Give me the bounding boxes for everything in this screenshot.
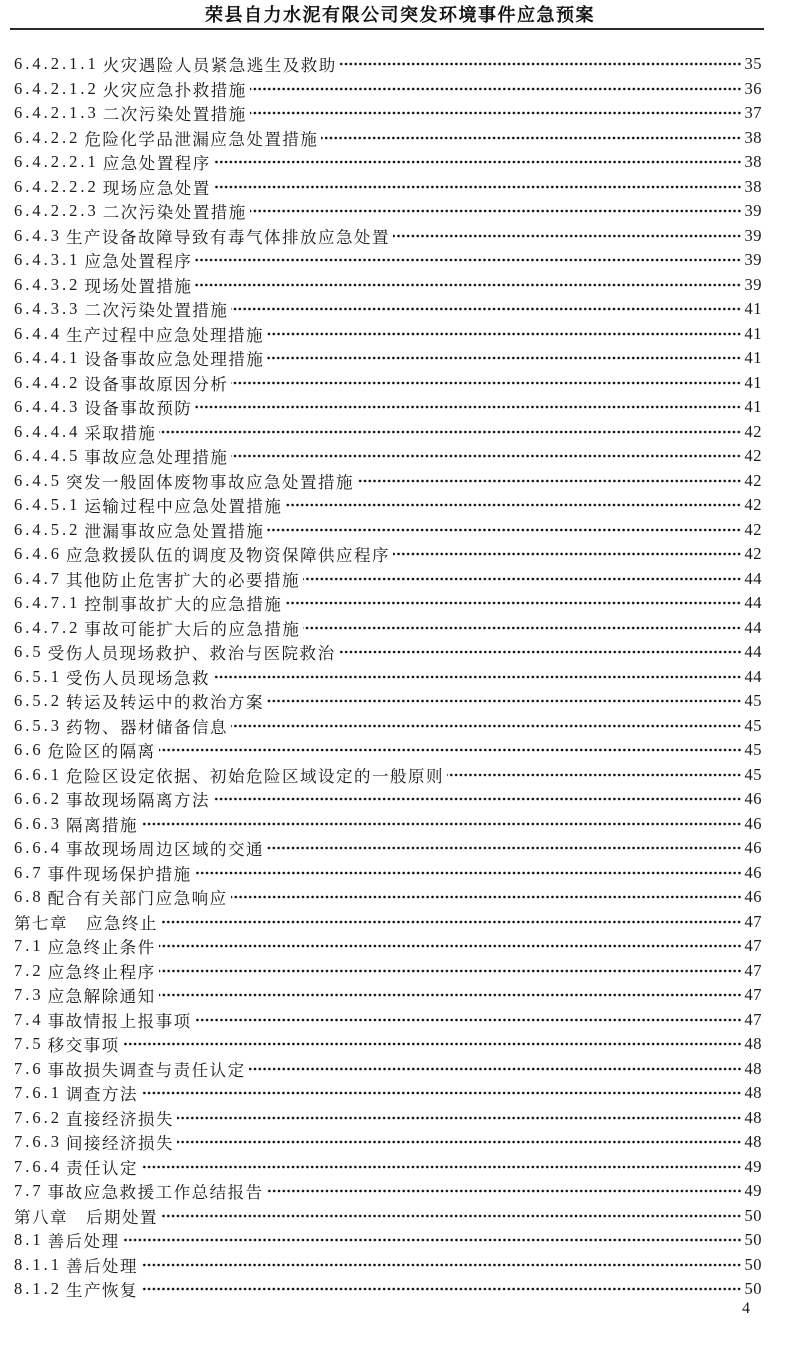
toc-entry-page: 45	[744, 740, 762, 760]
toc-entry-number: 6.6.2	[14, 789, 62, 809]
toc-entry-number: 6.6	[14, 740, 44, 760]
toc-entry	[14, 1277, 762, 1302]
toc-entry-page: 42	[744, 446, 762, 466]
toc-dot-leader	[159, 959, 742, 984]
toc-entry-page: 50	[744, 1230, 762, 1250]
toc-entry-number: 6.7	[14, 862, 44, 882]
toc-entry	[14, 714, 762, 739]
toc-dot-leader	[195, 248, 741, 273]
toc-entry-number: 6.4.2.2	[14, 127, 81, 147]
toc-dot-leader	[159, 983, 742, 1008]
toc-entry	[14, 567, 762, 592]
toc-entry-number: 6.4.5.1	[14, 495, 81, 515]
toc-dot-leader	[141, 1081, 742, 1106]
toc-entry-title: 火灾遇险人员紧急逃生及救助	[102, 56, 337, 76]
toc-entry-title: 火灾应急扑救措施	[102, 80, 247, 100]
toc-entry	[14, 150, 762, 175]
document-header	[0, 0, 800, 30]
toc-entry	[14, 787, 762, 812]
toc-entry-number: 6.4.3.2	[14, 274, 81, 294]
toc-entry-title: 直接经济损失	[66, 1109, 174, 1129]
toc-entry-page: 48	[744, 1034, 762, 1054]
toc-entry-title: 应急终止条件	[47, 938, 156, 958]
toc-entry-title: 事故应急救援工作总结报告	[47, 1183, 264, 1203]
toc-entry	[14, 273, 762, 298]
toc-dot-leader	[357, 469, 742, 494]
toc-dot-leader	[141, 1253, 742, 1278]
toc-entry	[14, 591, 762, 616]
toc-entry-title: 应急处置程序	[84, 252, 193, 272]
toc-entry-title: 责任认定	[66, 1158, 138, 1178]
toc-dot-leader	[250, 199, 742, 224]
toc-dot-leader	[161, 910, 742, 935]
toc-entry	[14, 1179, 762, 1204]
toc-entry-title: 危险区的隔离	[47, 742, 156, 762]
toc-entry	[14, 1008, 762, 1033]
toc-dot-leader	[339, 640, 742, 665]
toc-entry-title: 事件现场保护措施	[47, 864, 192, 884]
toc-entry-page: 49	[744, 1156, 762, 1176]
toc-entry-title: 事故可能扩大后的应急措施	[84, 619, 301, 639]
toc-entry-number: 6.5.3	[14, 715, 62, 735]
toc-entry-page: 42	[744, 544, 762, 564]
toc-entry-number: 6.4.7	[14, 568, 62, 588]
toc-dot-leader	[195, 273, 741, 298]
toc-dot-leader	[231, 371, 741, 396]
toc-dot-leader	[285, 591, 741, 616]
toc-dot-leader	[214, 175, 742, 200]
toc-entry-page: 41	[744, 299, 762, 319]
toc-entry-number: 6.6.3	[14, 813, 62, 833]
toc-entry-page: 48	[744, 1058, 762, 1078]
toc-entry-number: 8.1.1	[14, 1254, 62, 1274]
toc-entry-page: 50	[744, 1205, 762, 1225]
toc-dot-leader	[267, 689, 742, 714]
toc-entry-number: 6.4.2.1.1	[14, 54, 99, 74]
toc-entry-page: 38	[744, 127, 762, 147]
toc-entry-page: 41	[744, 323, 762, 343]
header-divider	[10, 28, 764, 30]
toc-dot-leader	[267, 346, 741, 371]
toc-entry-page: 46	[744, 789, 762, 809]
toc-dot-leader	[195, 395, 741, 420]
toc-entry	[14, 1204, 762, 1229]
toc-entry-title: 后期处置	[86, 1207, 158, 1227]
toc-entry-number: 6.4.2.1.3	[14, 103, 99, 123]
toc-dot-leader	[393, 542, 742, 567]
toc-entry-page: 38	[744, 176, 762, 196]
toc-dot-leader	[141, 1155, 742, 1180]
toc-dot-leader	[267, 518, 741, 543]
toc-dot-leader	[123, 1032, 742, 1057]
toc-entry	[14, 738, 762, 763]
toc-dot-leader	[195, 861, 742, 886]
toc-dot-leader	[177, 1130, 742, 1155]
toc-entry-page: 42	[744, 495, 762, 515]
toc-entry-number: 7.6.3	[14, 1132, 62, 1152]
toc-entry	[14, 1155, 762, 1180]
toc-entry	[14, 322, 762, 347]
toc-entry	[14, 175, 762, 200]
toc-entry-title: 生产恢复	[66, 1281, 138, 1301]
toc-entry-title: 突发一般固体废物事故应急处置措施	[66, 472, 354, 492]
toc-entry	[14, 763, 762, 788]
toc-dot-leader	[195, 1008, 742, 1033]
toc-entry-title: 受伤人员现场急救	[66, 668, 210, 688]
toc-entry-number: 6.4.2.2.2	[14, 176, 99, 196]
toc-entry-page: 47	[744, 911, 762, 931]
toc-entry	[14, 1228, 762, 1253]
toc-entry-title: 移交事项	[47, 1036, 120, 1056]
toc-entry	[14, 542, 762, 567]
toc-entry-page: 46	[744, 838, 762, 858]
toc-entry-number: 6.4.4	[14, 323, 62, 343]
toc-entry-title: 调查方法	[66, 1085, 138, 1105]
toc-entry-page: 38	[744, 152, 762, 172]
toc-entry	[14, 297, 762, 322]
toc-entry-page: 41	[744, 372, 762, 392]
toc-dot-leader	[161, 1204, 742, 1229]
toc-entry-title: 设备事故预防	[84, 399, 193, 419]
toc-entry-title: 事故现场周边区域的交通	[66, 840, 264, 860]
toc-entry-number: 7.6	[14, 1058, 44, 1078]
toc-entry	[14, 885, 762, 910]
toc-dot-leader	[267, 1179, 742, 1204]
toc-entry	[14, 371, 762, 396]
toc-entry	[14, 1057, 762, 1082]
toc-entry-page: 42	[744, 470, 762, 490]
toc-entry-title: 应急终止	[86, 913, 158, 933]
toc-entry-title: 生产过程中应急处理措施	[66, 325, 264, 345]
toc-entry-number: 6.4.4.4	[14, 421, 81, 441]
toc-entry-number: 6.8	[14, 887, 44, 907]
toc-entry-title: 采取措施	[84, 423, 157, 443]
toc-dot-leader	[231, 297, 741, 322]
toc-entry-title: 二次污染处置措施	[102, 203, 247, 223]
toc-entry-page: 45	[744, 691, 762, 711]
toc-dot-leader	[214, 150, 742, 175]
toc-entry	[14, 199, 762, 224]
toc-entry-title: 事故损失调查与责任认定	[47, 1060, 246, 1080]
toc-entry-title: 危险化学品泄漏应急处置措施	[84, 129, 319, 149]
toc-entry	[14, 1130, 762, 1155]
toc-entry-page: 49	[744, 1181, 762, 1201]
toc-entry-page: 44	[744, 593, 762, 613]
toc-entry	[14, 910, 762, 935]
toc-entry-page: 39	[744, 250, 762, 270]
toc-dot-leader	[250, 101, 742, 126]
toc-entry	[14, 836, 762, 861]
toc-dot-leader	[447, 763, 742, 788]
toc-entry-number: 第八章	[14, 1207, 68, 1227]
toc-entry-page: 39	[744, 225, 762, 245]
toc-dot-leader	[393, 224, 742, 249]
toc-entry-title: 应急处置程序	[102, 154, 211, 174]
toc-entry-title: 现场处置措施	[84, 276, 193, 296]
toc-entry-number: 6.4.7.2	[14, 617, 81, 637]
toc-entry-number: 6.4.3.1	[14, 250, 81, 270]
toc-entry-number: 6.4.3	[14, 225, 62, 245]
toc-entry	[14, 518, 762, 543]
toc-dot-leader	[285, 493, 741, 518]
toc-entry-number: 6.4.6	[14, 544, 62, 564]
toc-dot-leader	[177, 1106, 742, 1131]
toc-entry-page: 48	[744, 1132, 762, 1152]
toc-entry	[14, 101, 762, 126]
toc-entry-title: 控制事故扩大的应急措施	[84, 595, 283, 615]
toc-entry-page: 36	[744, 78, 762, 98]
toc-entry-page: 37	[744, 103, 762, 123]
toc-entry-page: 45	[744, 764, 762, 784]
toc-entry	[14, 224, 762, 249]
toc-dot-leader	[303, 567, 742, 592]
toc-entry-page: 47	[744, 936, 762, 956]
toc-entry-title: 生产设备故障导致有毒气体排放应急处置	[66, 227, 390, 247]
toc-entry	[14, 52, 762, 77]
toc-entry-title: 现场应急处置	[102, 178, 211, 198]
toc-entry-number: 6.4.3.3	[14, 299, 81, 319]
toc-dot-leader	[249, 1057, 742, 1082]
toc-dot-leader	[159, 420, 741, 445]
toc-entry-title: 应急解除通知	[47, 987, 156, 1007]
toc-entry-number: 8.1	[14, 1230, 44, 1250]
toc-entry-page: 46	[744, 813, 762, 833]
toc-entry-page: 48	[744, 1083, 762, 1103]
toc-entry-number: 6.4.4.3	[14, 397, 81, 417]
toc-entry-page: 35	[744, 54, 762, 74]
toc-dot-leader	[141, 1277, 742, 1302]
toc-entry-page: 44	[744, 642, 762, 662]
toc-entry-number: 6.4.4.5	[14, 446, 81, 466]
toc-entry-number: 6.4.4.2	[14, 372, 81, 392]
toc-entry	[14, 689, 762, 714]
toc-entry-page: 44	[744, 666, 762, 686]
toc-entry-number: 8.1.2	[14, 1279, 62, 1299]
toc-entry-title: 二次污染处置措施	[102, 105, 247, 125]
toc-entry-page: 47	[744, 1009, 762, 1029]
toc-entry-page: 42	[744, 421, 762, 441]
toc-entry-page: 46	[744, 887, 762, 907]
toc-entry-number: 7.6.1	[14, 1083, 62, 1103]
toc-entry-number: 7.5	[14, 1034, 44, 1054]
toc-entry-number: 6.5	[14, 642, 44, 662]
toc-dot-leader	[250, 77, 742, 102]
toc-entry-number: 6.4.2.1.2	[14, 78, 99, 98]
toc-dot-leader	[231, 714, 742, 739]
toc-entry	[14, 126, 762, 151]
toc-entry-title: 配合有关部门应急响应	[47, 889, 228, 909]
toc-entry-page: 39	[744, 274, 762, 294]
toc-entry	[14, 934, 762, 959]
toc-entry-title: 受伤人员现场救护、救治与医院救治	[47, 644, 336, 664]
toc-entry-title: 转运及转运中的救治方案	[66, 693, 264, 713]
toc-entry-title: 设备事故应急处理措施	[84, 350, 265, 370]
toc-entry-title: 善后处理	[47, 1232, 120, 1252]
toc-dot-leader	[159, 934, 742, 959]
toc-entry-page: 50	[744, 1254, 762, 1274]
toc-entry-page: 41	[744, 397, 762, 417]
toc-entry-page: 48	[744, 1107, 762, 1127]
toc-entry	[14, 861, 762, 886]
toc-entry-number: 6.5.1	[14, 666, 62, 686]
toc-dot-leader	[303, 616, 741, 641]
toc-entry-title: 其他防止危害扩大的必要措施	[66, 570, 300, 590]
toc-entry-number: 6.4.2.2.1	[14, 152, 99, 172]
toc-dot-leader	[141, 812, 742, 837]
toc-entry-page: 46	[744, 862, 762, 882]
toc-entry-title: 事故现场隔离方法	[66, 791, 210, 811]
toc-entry	[14, 616, 762, 641]
toc-entry-page: 44	[744, 568, 762, 588]
toc-entry-title: 药物、器材储备信息	[66, 717, 228, 737]
toc-entry-title: 事故情报上报事项	[47, 1011, 192, 1031]
toc-entry-title: 间接经济损失	[66, 1134, 174, 1154]
toc-entry-number: 7.7	[14, 1181, 44, 1201]
toc-entry	[14, 346, 762, 371]
page-number: 4	[742, 1300, 750, 1317]
toc-entry	[14, 983, 762, 1008]
toc-entry-page: 45	[744, 715, 762, 735]
toc-entry-title: 泄漏事故应急处置措施	[84, 521, 265, 541]
toc-entry-title: 善后处理	[66, 1256, 138, 1276]
toc-entry-page: 41	[744, 348, 762, 368]
toc-entry	[14, 444, 762, 469]
toc-entry	[14, 469, 762, 494]
toc-entry-page: 47	[744, 960, 762, 980]
toc-entry-title: 事故应急处理措施	[84, 448, 229, 468]
toc-entry-title: 运输过程中应急处置措施	[84, 497, 283, 517]
toc-entry-page: 42	[744, 519, 762, 539]
toc-dot-leader	[340, 52, 742, 77]
toc-entry-number: 6.4.7.1	[14, 593, 81, 613]
toc-entry-number: 7.6.4	[14, 1156, 62, 1176]
toc-dot-leader	[213, 665, 742, 690]
toc-entry-number: 6.4.4.1	[14, 348, 81, 368]
toc-entry	[14, 420, 762, 445]
toc-entry-number: 6.6.1	[14, 764, 62, 784]
table-of-contents	[14, 52, 762, 1302]
toc-dot-leader	[123, 1228, 742, 1253]
toc-dot-leader	[213, 787, 742, 812]
toc-dot-leader	[321, 126, 741, 151]
toc-entry	[14, 1106, 762, 1131]
toc-entry-number: 6.4.2.2.3	[14, 201, 99, 221]
toc-dot-leader	[231, 444, 741, 469]
toc-entry-page: 39	[744, 201, 762, 221]
toc-dot-leader	[231, 885, 742, 910]
toc-entry-number: 6.4.5.2	[14, 519, 81, 539]
toc-entry-page: 44	[744, 617, 762, 637]
toc-entry-number: 第七章	[14, 913, 68, 933]
toc-entry	[14, 640, 762, 665]
toc-entry-title: 危险区设定依据、初始危险区域设定的一般原则	[66, 766, 444, 786]
toc-entry-title: 应急终止程序	[47, 962, 156, 982]
toc-entry-number: 7.6.2	[14, 1107, 62, 1127]
toc-entry	[14, 959, 762, 984]
toc-entry	[14, 812, 762, 837]
toc-entry-title: 设备事故原因分析	[84, 374, 229, 394]
document-header-title: 荣县自力水泥有限公司突发环境事件应急预案	[205, 5, 595, 25]
toc-entry-page: 50	[744, 1279, 762, 1299]
toc-entry-number: 7.4	[14, 1009, 44, 1029]
toc-entry	[14, 395, 762, 420]
toc-entry	[14, 248, 762, 273]
toc-entry-title: 二次污染处置措施	[84, 301, 229, 321]
toc-dot-leader	[267, 322, 742, 347]
toc-entry-title: 应急救援队伍的调度及物资保障供应程序	[66, 546, 390, 566]
toc-entry	[14, 1032, 762, 1057]
toc-entry-page: 47	[744, 985, 762, 1005]
toc-entry	[14, 665, 762, 690]
toc-dot-leader	[159, 738, 742, 763]
toc-entry-number: 6.6.4	[14, 838, 62, 858]
toc-entry-number: 7.3	[14, 985, 44, 1005]
toc-entry-number: 6.4.5	[14, 470, 62, 490]
toc-dot-leader	[267, 836, 742, 861]
toc-entry-number: 7.2	[14, 960, 44, 980]
toc-entry	[14, 1081, 762, 1106]
toc-entry	[14, 77, 762, 102]
toc-entry-number: 7.1	[14, 936, 44, 956]
toc-entry	[14, 493, 762, 518]
toc-entry	[14, 1253, 762, 1278]
toc-entry-number: 6.5.2	[14, 691, 62, 711]
toc-entry-title: 隔离措施	[66, 815, 138, 835]
